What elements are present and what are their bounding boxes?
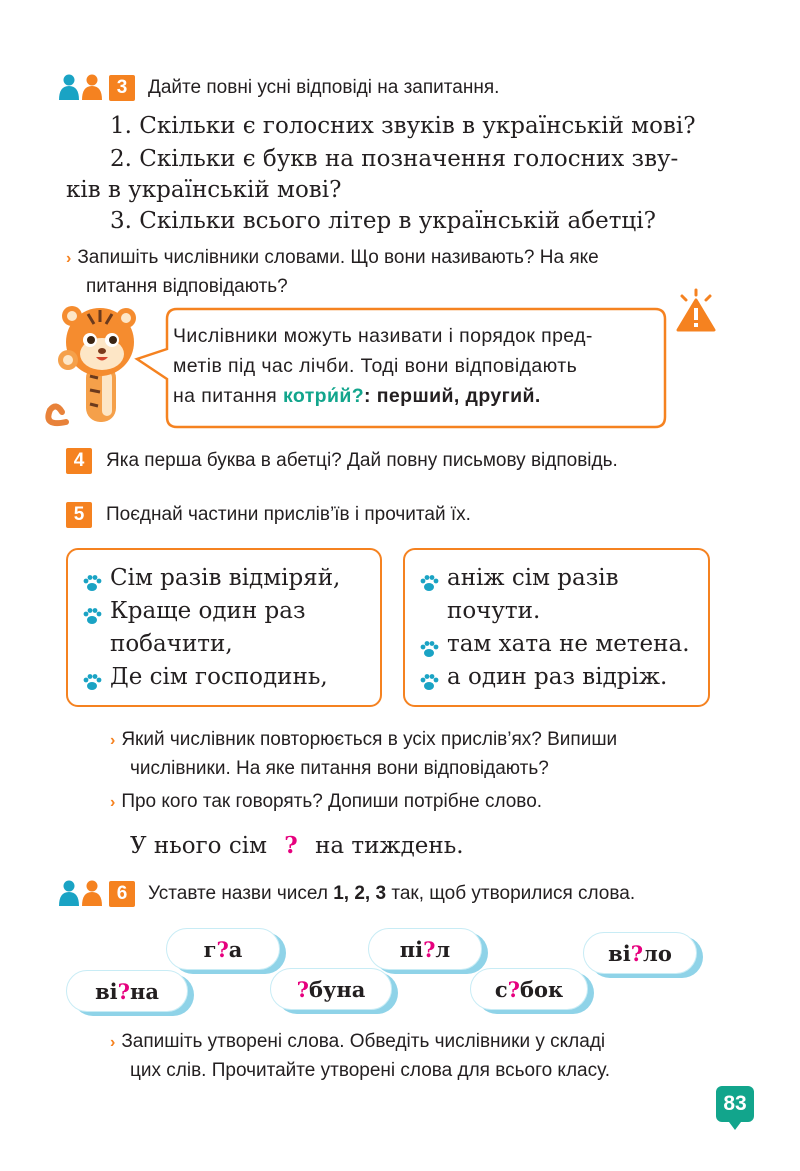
- pair-work-icon: [58, 880, 104, 906]
- task-number-badge: 6: [109, 881, 135, 907]
- question-1: 1. Скільки є голосних звуків в українській мові?: [110, 113, 696, 139]
- bullet-icon: ›: [110, 732, 116, 749]
- page-number: 83: [716, 1086, 754, 1132]
- task-instruction: Уставте назви чисел 1, 2, 3 так, щоб утворилися слова.: [148, 883, 636, 904]
- word-bubble: г ? а: [166, 928, 280, 970]
- task-instruction: Поєднай частини прислів’їв і прочитай їх.: [106, 504, 471, 525]
- fill-in-sentence: У нього сім ? на тиждень.: [130, 832, 464, 859]
- paw-icon: [419, 669, 439, 702]
- word-bubble: ві ? на: [66, 970, 188, 1012]
- question-2-line-1: 2. Скільки є букв на позначення голосних зву-: [110, 146, 679, 172]
- info-line-3: на питання котри́й?: перший, другий.: [173, 385, 541, 407]
- sub-task: › Запишіть утворені слова. Обведіть числівники у складі цих слів. Прочитайте утворені слова для всього класу.: [110, 1031, 610, 1081]
- bullet-icon: ›: [110, 1034, 116, 1051]
- tiger-mascot-icon: [38, 302, 148, 434]
- task-number-badge: 3: [109, 75, 135, 101]
- task-instruction: Дайте повні усні відповіді на запитання.: [148, 77, 500, 98]
- word-bubble: ві ? ло: [583, 932, 697, 974]
- word-bubble: с ? бок: [470, 968, 588, 1010]
- bullet-icon: ›: [110, 794, 116, 811]
- proverb-item: Де сім господинь,: [80, 661, 340, 694]
- info-line-1: Числівники можуть називати і порядок пред-: [173, 325, 593, 347]
- proverb-box-right: [403, 548, 710, 707]
- proverb-item: Сім разів відміряй,: [80, 562, 340, 595]
- proverb-item: там хата не метена.: [417, 628, 690, 661]
- proverb-item: Краще один раз: [80, 595, 340, 628]
- sub-task: › Про кого так говорять? Допиши потрібне слово.: [110, 791, 543, 812]
- task-instruction: Яка перша буква в абетці? Дай повну письмову відповідь.: [106, 450, 618, 471]
- sub-task: › Запишіть числівники словами. Що вони називають? На яке питання відповідають?: [66, 247, 599, 297]
- warning-icon: [672, 288, 720, 332]
- info-box: [163, 307, 693, 427]
- proverb-item: побачити,: [110, 631, 233, 657]
- question-3: 3. Скільки всього літер в українській абетці?: [110, 208, 656, 234]
- proverb-item: почути.: [447, 598, 541, 624]
- sub-task: › Який числівник повторюється в усіх прислів’ях? Випиши числівники. На яке питання вони відповідають?: [110, 729, 618, 779]
- pair-work-icon: [58, 74, 104, 100]
- task-number-badge: 5: [66, 502, 92, 528]
- info-line-2: метів під час лічби. Тоді вони відповідають: [173, 355, 578, 377]
- word-bubble: ? буна: [270, 968, 392, 1010]
- proverb-box-left: [66, 548, 382, 707]
- bullet-icon: ›: [66, 250, 72, 267]
- task-number-badge: 4: [66, 448, 92, 474]
- paw-icon: [82, 669, 102, 702]
- word-bubble: пі ? л: [368, 928, 482, 970]
- question-2-line-2: ків в українській мові?: [66, 177, 342, 203]
- proverb-item: аніж сім разів: [417, 562, 690, 595]
- proverb-item: а один раз відріж.: [417, 661, 690, 694]
